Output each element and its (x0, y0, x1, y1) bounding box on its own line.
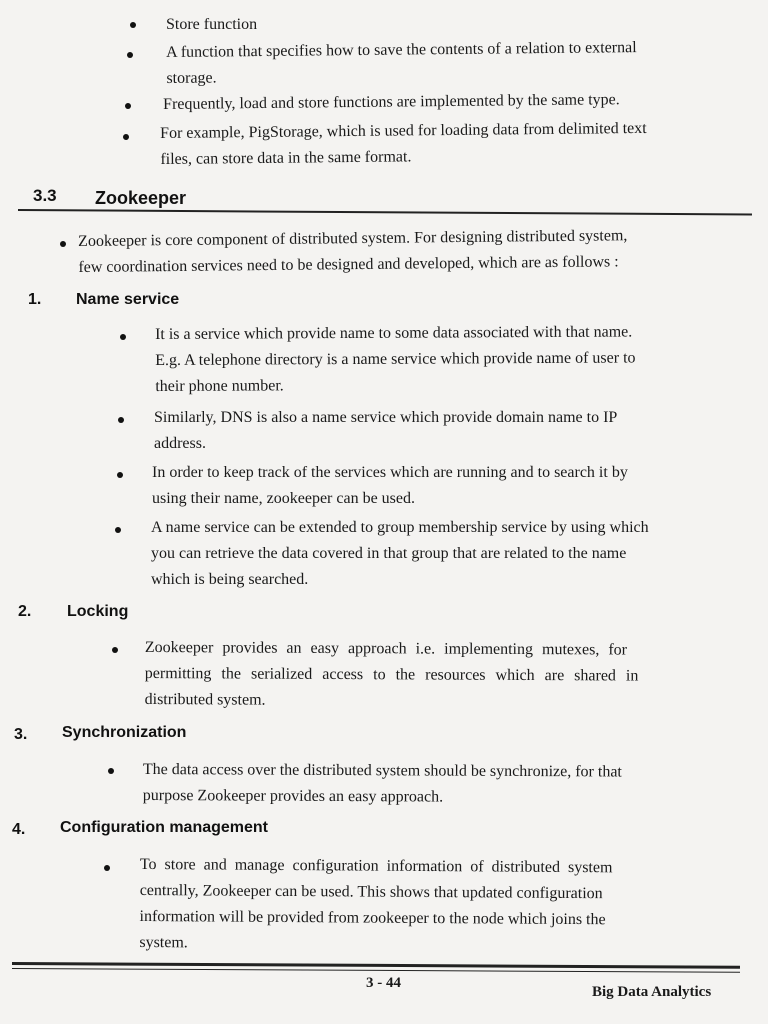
book-title: Big Data Analytics (592, 984, 712, 1000)
subsection-number: 1. (28, 291, 42, 308)
footer-rule-thin (12, 968, 740, 973)
top-bullet-2-line-1: A function that specifies how to save the contents of a relation to external (166, 39, 637, 61)
name-service-bullet-3 (152, 460, 628, 512)
config-bullet-1 (139, 852, 612, 959)
bullet-line: address. (154, 435, 206, 452)
page-number: 3 - 44 (366, 975, 401, 991)
bullet-icon (108, 768, 114, 774)
bullet-line: centrally, Zookeeper can be used. This shows that updated configuration (139, 881, 603, 903)
name-service-bullet-4 (151, 515, 649, 593)
bullet-line: using their name, zookeeper can be used. (152, 490, 416, 507)
bullet-line: distributed system. (144, 690, 266, 709)
subsection-number: 4. (12, 821, 26, 838)
top-bullet-1: Store function (166, 16, 258, 33)
bullet-line: system. (139, 933, 188, 952)
top-bullet-3: Frequently, load and store functions are implemented by the same type. (163, 91, 620, 113)
bullet-line: you can retrieve the data covered in that group that are related to the name (151, 545, 627, 562)
top-bullet-4 (160, 116, 647, 173)
subsection-title: Name service (76, 291, 180, 308)
top-bullet-2-line-2: storage. (166, 69, 217, 87)
bullet-line: information will be provided from zookeeper to the node which joins the (139, 907, 606, 929)
subsection-title: Configuration management (60, 819, 269, 836)
top-bullet-4-line-1: For example, PigStorage, which is used for loading data from delimited text (160, 119, 647, 142)
bullet-icon (118, 417, 124, 423)
bullet-line: Zookeeper provides an easy approach i.e. implementing mutexes, for (144, 638, 628, 659)
bullet-line: The data access over the distributed system should be synchronize, for that (142, 760, 622, 781)
bullet-icon (112, 647, 118, 653)
top-bullet-2 (166, 35, 637, 92)
section-intro-line-1: Zookeeper is core component of distributed system. For designing distributed system, (78, 227, 628, 250)
section-intro (78, 223, 628, 281)
bullet-icon (115, 527, 121, 533)
bullet-icon (127, 52, 133, 58)
section-number: 3.3 (33, 186, 57, 205)
bullet-icon (123, 134, 129, 140)
subsection-number: 2. (18, 603, 32, 620)
bullet-line: It is a service which provide name to some data associated with that name. (155, 323, 633, 343)
subsection-number: 3. (14, 726, 28, 743)
bullet-icon (117, 472, 123, 478)
section-title: Zookeeper (95, 188, 187, 208)
locking-bullet-1 (145, 635, 639, 716)
bullet-line: which is being searched. (151, 571, 309, 588)
top-bullet-4-line-2: files, can store data in the same format. (160, 148, 412, 168)
bullet-icon (60, 241, 66, 247)
subsection-title: Synchronization (62, 724, 187, 741)
bullet-icon (125, 103, 131, 109)
bullet-icon (130, 22, 136, 28)
name-service-bullet-2 (154, 405, 617, 457)
bullet-icon (104, 865, 110, 871)
sync-bullet-1 (143, 757, 622, 812)
bullet-line: their phone number. (155, 377, 284, 395)
bullet-icon (120, 334, 126, 340)
bullet-line: In order to keep track of the services which are running and to search it by (152, 464, 628, 481)
bullet-line: purpose Zookeeper provides an easy approach. (142, 786, 444, 806)
bullet-line: To store and manage configuration information of distributed system (139, 855, 613, 877)
bullet-line: Similarly, DNS is also a name service which provide domain name to IP (154, 409, 618, 426)
subsection-title: Locking (67, 603, 129, 620)
section-intro-line-2: few coordination services need to be designed and developed, which are as follows : (78, 253, 619, 276)
name-service-bullet-1 (155, 319, 636, 400)
bullet-line: A name service can be extended to group membership service by using which (151, 519, 649, 536)
section-rule (18, 209, 752, 215)
bullet-line: E.g. A telephone directory is a name service which provide name of user to (155, 349, 636, 369)
bullet-line: permitting the serialized access to the resources which are shared in (144, 664, 639, 685)
